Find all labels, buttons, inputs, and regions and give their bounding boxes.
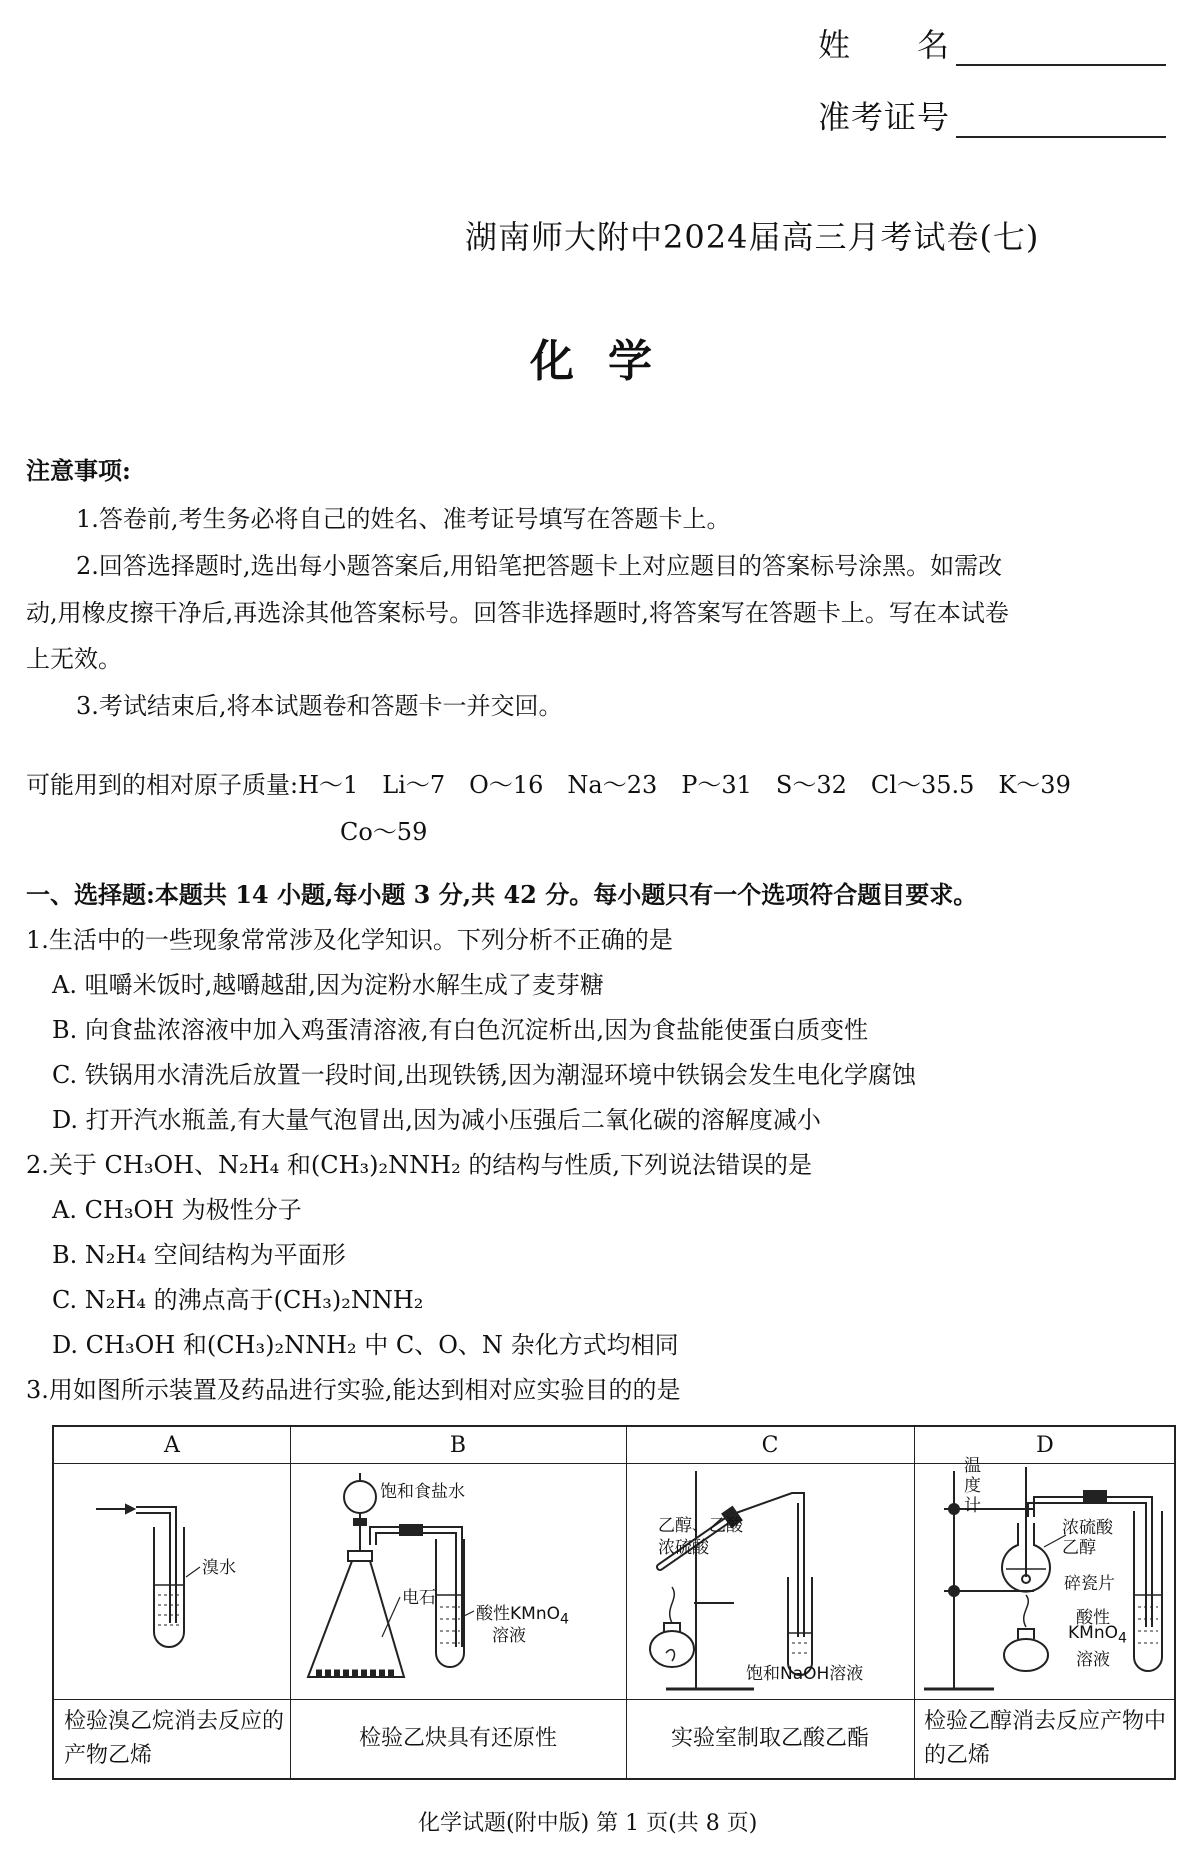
atomic-masses-label: 可能用到的相对原子质量: [26,771,299,799]
subject-title: 化学 [530,336,686,387]
apparatus-d [924,1467,1162,1689]
caption-a: 检验溴乙烷消去反应的产物乙烯 [64,1708,285,1768]
formula-n2h4: N₂H₄ [218,1151,280,1179]
label-d-solution: 溶液 [1076,1650,1110,1670]
q2-stem: 2.关于 CH₃OH、N₂H₄ 和(CH₃)₂NNH₂ 的结构与性质,下列说法错误的是 [26,1151,812,1179]
id-blank [956,106,1166,138]
formula-n2h4: N₂H₄ [84,1241,147,1269]
caption-b: 检验乙炔具有还原性 [358,1725,557,1751]
label-ethanol-acetic-acid: 乙醇、乙酸 [658,1516,743,1536]
formula-udmh: (CH₃)₂NNH₂ [273,1286,424,1314]
formula-ch3oh: CH₃OH [85,1331,176,1359]
label-thermometer-3: 计 [964,1496,981,1516]
label-saturated-brine: 饱和食盐水 [380,1482,465,1502]
q1-option-b: B. 向食盐浓溶液中加入鸡蛋清溶液,有白色沉淀析出,因为食盐能使蛋白质变性 [52,1016,869,1044]
label-d-ethanol: 乙醇 [1062,1538,1096,1558]
name-field [818,20,1166,66]
label-d-acidic: 酸性 [1076,1608,1110,1628]
atomic-masses-line1: H～1 Li～7 O～16 Na～23 P～31 S～32 Cl～35.5 K～39 [298,771,1071,799]
label-porcelain-chips: 碎瓷片 [1064,1574,1115,1594]
label-bromine-water: 溴水 [202,1558,236,1578]
q1-option-d: D. 打开汽水瓶盖,有大量气泡冒出,因为减小压强后二氧化碳的溶解度减小 [52,1106,821,1134]
column-header-a: A [164,1433,180,1458]
atomic-masses-line2: Co～59 [340,818,428,846]
q3-apparatus-table [52,1425,1176,1780]
id-field [818,92,1166,138]
notice-item-2-cont: 动,用橡皮擦干净后,再选涂其他答案标号。回答非选择题时,将答案写在答题卡上。写在本试卷 [26,599,1009,627]
q2-option-b: B. N₂H₄ 空间结构为平面形 [52,1241,346,1269]
formula-ch3oh: CH₃OH [84,1196,175,1224]
notice-item-2: 2.回答选择题时,选出每小题答案后,用铅笔把答题卡上对应题目的答案标号涂黑。如需改 [76,552,1003,580]
column-header-c: C [761,1433,779,1458]
formula-ch3oh: CH₃OH [104,1151,195,1179]
apparatus-b [308,1473,474,1677]
q1-stem: 1.生活中的一些现象常常涉及化学知识。下列分析不正确的是 [26,926,673,954]
label-acidic-kmno4: 酸性KMnO$_4$ [476,1604,569,1628]
q2-option-c: C. N₂H₄ 的沸点高于(CH₃)₂NNH₂ [52,1286,424,1314]
q1-option-c: C. 铁锅用水清洗后放置一段时间,出现铁锈,因为潮湿环境中铁锅会发生电化学腐蚀 [52,1061,917,1089]
q2-option-a: A. CH₃OH 为极性分子 [52,1196,302,1224]
notice-heading: 注意事项: [26,456,131,485]
id-label: 准考证号 [818,98,951,136]
apparatus-a [96,1505,200,1647]
q2-option-d: D. CH₃OH 和(CH₃)₂NNH₂ 中 C、O、N 杂化方式均相同 [52,1331,679,1359]
section1-heading: 一、选择题:本题共 14 小题,每小题 3 分,共 42 分。每小题只有一个选项符合题目要求。 [26,880,978,909]
formula-udmh: (CH₃)₂NNH₂ [310,1151,461,1179]
caption-d: 检验乙醇消去反应产物中的乙烯 [924,1708,1167,1768]
label-thermometer-2: 度 [964,1476,981,1496]
name-label: 姓 名 [818,26,951,64]
name-blank [956,34,1166,66]
column-header-d: D [1036,1433,1054,1458]
page-footer: 化学试题(附中版) 第 1 页(共 8 页) [418,1811,758,1836]
column-header-b: B [449,1433,467,1458]
q1-option-a: A. 咀嚼米饭时,越嚼越甜,因为淀粉水解生成了麦芽糖 [52,971,604,999]
formula-udmh: (CH₃)₂NNH₂ [206,1331,357,1359]
label-conc-sulfuric-acid: 浓硫酸 [658,1538,709,1558]
formula-n2h4: N₂H₄ [84,1286,146,1314]
label-saturated-naoh: 饱和NaOH溶液 [746,1664,864,1684]
apparatus-c [650,1471,812,1689]
label-thermometer-1: 温 [964,1456,981,1476]
notice-item-1: 1.答卷前,考生务必将自己的姓名、准考证号填写在答题卡上。 [76,505,731,533]
label-solution: 溶液 [492,1626,526,1646]
atomic-masses [26,771,1071,800]
notice-item-2-end: 上无效。 [26,645,122,673]
label-calcium-carbide: 电石 [402,1588,436,1608]
caption-c: 实验室制取乙酸乙酯 [670,1725,869,1751]
label-d-conc-sulfuric: 浓硫酸 [1062,1518,1113,1538]
q3-stem: 3.用如图所示装置及药品进行实验,能达到相对应实验目的的是 [26,1376,681,1404]
label-d-kmno4: KMnO$_4$ [1068,1623,1127,1647]
notice-item-3: 3.考试结束后,将本试题卷和答题卡一并交回。 [76,692,563,720]
exam-title: 湖南师大附中2024届高三月考试卷(七) [465,218,1040,256]
